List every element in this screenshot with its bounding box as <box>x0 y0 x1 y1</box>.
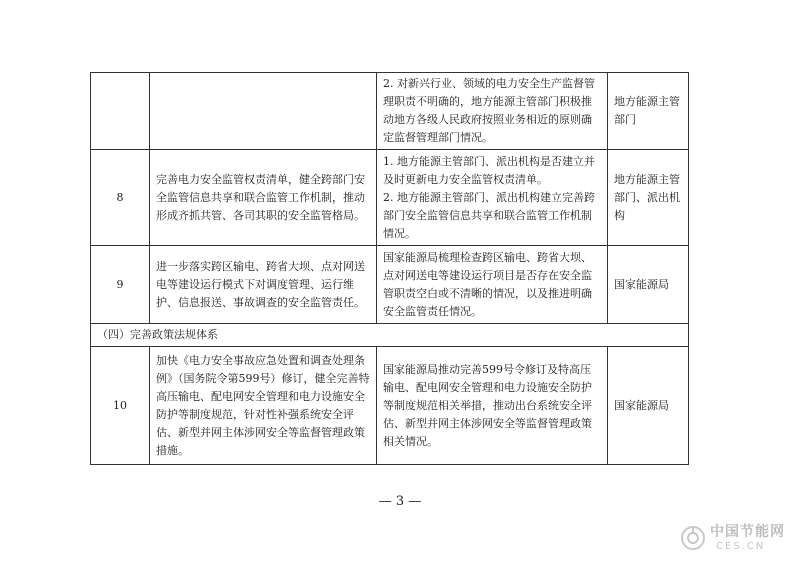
row-number: 8 <box>91 150 150 246</box>
check-item: 2. 地方能源主管部门、派出机构建立完善跨部门安全监管信息共享和联合监管工作机制情况。 <box>383 190 595 240</box>
task-cell <box>150 73 377 150</box>
row-number <box>91 73 150 150</box>
check-item: 1. 地方能源主管部门、派出机构是否建立并及时更新电力安全监管权责清单。 <box>383 154 595 186</box>
watermark-sub: CES.CN <box>716 541 766 552</box>
dept-cell: 地方能源主管部门 <box>608 73 689 150</box>
ces-logo-icon <box>680 525 706 551</box>
watermark <box>676 519 796 559</box>
task-table <box>90 72 689 465</box>
check-cell: 2. 对新兴行业、领域的电力安全生产监督管理职责不明确的，地方能源主管部门积极推动地方各级人民政府按照业务相近的原则确定监督管理部门情况。 <box>377 73 608 150</box>
table-row <box>91 73 689 150</box>
dept-cell: 地方能源主管部门、派出机构 <box>608 150 689 246</box>
section-title: （四）完善政策法规体系 <box>91 324 689 347</box>
dept-cell: 国家能源局 <box>608 246 689 324</box>
task-cell: 完善电力安全监管权责清单，健全跨部门安全监管信息共享和联合监管工作机制，推动形成齐抓共管、各司其职的安全监管格局。 <box>150 150 377 246</box>
check-cell: 国家能源局梳理检查跨区输电、跨省大坝、点对网送电等建设运行项目是否存在安全监管职责空白或不清晰的情况，以及推进明确安全监管责任情况。 <box>377 246 608 324</box>
dept-cell: 国家能源局 <box>608 347 689 465</box>
task-cell: 进一步落实跨区输电、跨省大坝、点对网送电等建设运行模式下对调度管理、运行维护、信息报送、事故调查的安全监管责任。 <box>150 246 377 324</box>
check-cell: 国家能源局推动完善599号令修订及特高压输电、配电网安全管理和电力设施安全防护等制度规范相关举措，推动出台系统安全评估、新型并网主体涉网安全等监督管理政策相关情况。 <box>377 347 608 465</box>
task-cell: 加快《电力安全事故应急处置和调查处理条例》（国务院令第599号）修订，健全完善特高压输电、配电网安全管理和电力设施安全防护等制度规范，针对性补强系统安全评估、新型并网主体涉网安全等监督管理政策措施。 <box>150 347 377 465</box>
table-row <box>91 347 689 465</box>
table-row <box>91 246 689 324</box>
check-cell <box>377 150 608 246</box>
watermark-text: 中国节能网 <box>710 524 785 540</box>
section-row <box>91 324 689 347</box>
row-number: 9 <box>91 246 150 324</box>
table-row <box>91 150 689 246</box>
page-number: — 3 — <box>378 494 422 509</box>
row-number: 10 <box>91 347 150 465</box>
